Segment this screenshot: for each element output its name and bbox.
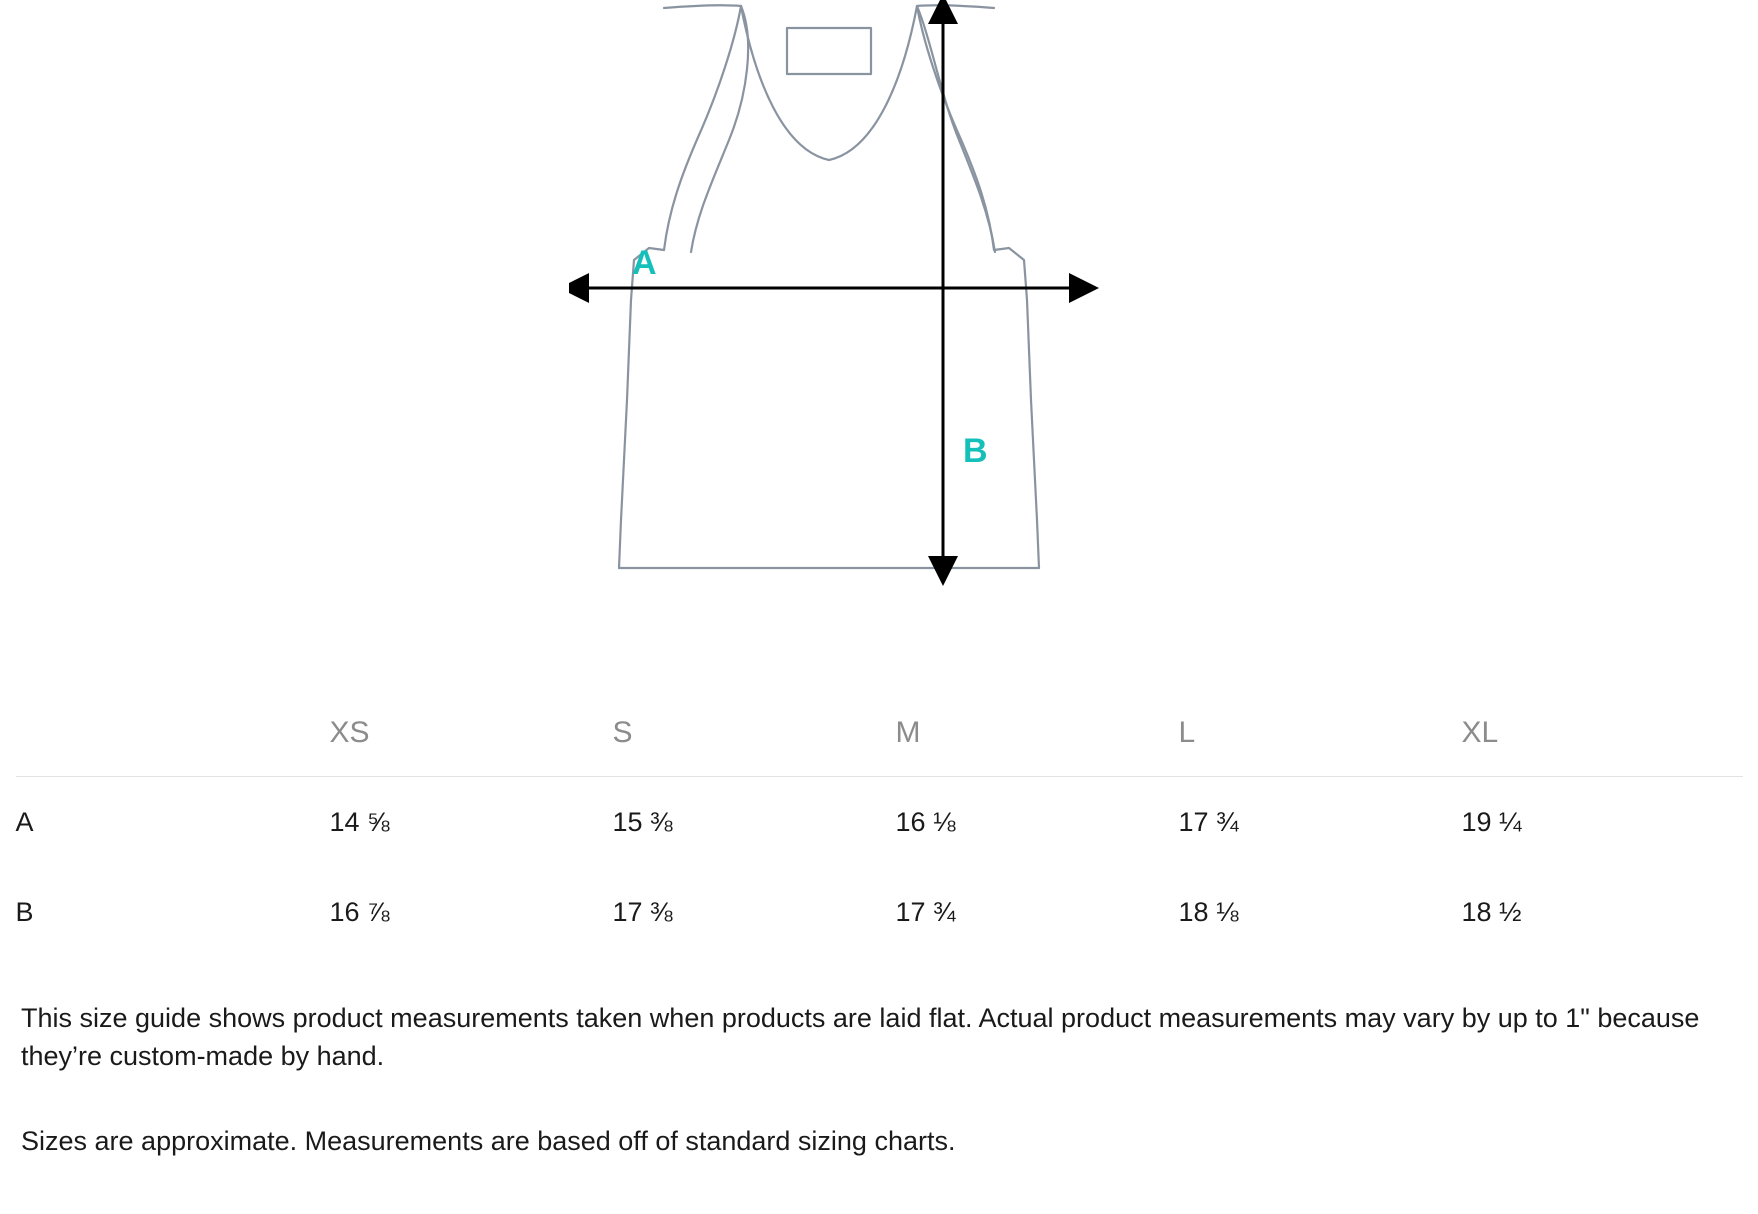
cell-b-s: 17 ⅜	[612, 896, 673, 927]
cell-a-m: 16 ⅛	[895, 806, 956, 837]
header-corner	[16, 690, 328, 777]
tank-top-svg	[569, 0, 1189, 640]
table-row	[16, 867, 1743, 957]
cell-b-l: 18 ⅛	[1178, 896, 1239, 927]
note-sizes-approximate: Sizes are approximate. Measurements are based off of standard sizing charts.	[21, 1125, 956, 1156]
header-size-xl: XL	[1461, 716, 1499, 749]
cell-a-xl: 19 ¼	[1461, 806, 1522, 837]
length-label-b: B	[963, 432, 988, 470]
cell-a-xs: 14 ⅝	[329, 806, 390, 837]
cell-a-s: 15 ⅜	[612, 806, 673, 837]
table-row	[16, 777, 1743, 868]
table-header-row	[16, 690, 1743, 777]
row-label-a: A	[15, 806, 34, 837]
size-chart-body	[16, 777, 1743, 958]
row-label-b: B	[15, 896, 34, 927]
cell-b-xs: 16 ⅞	[329, 896, 390, 927]
size-guide-notes	[21, 957, 1737, 1160]
header-size-xs: XS	[329, 716, 370, 749]
header-size-m: M	[895, 716, 921, 749]
cell-b-m: 17 ¾	[895, 896, 956, 927]
cell-a-l: 17 ¾	[1178, 806, 1239, 837]
size-chart-header	[16, 690, 1743, 777]
size-chart-table	[16, 690, 1743, 957]
width-label-a: A	[632, 244, 657, 282]
header-size-s: S	[612, 716, 633, 749]
note-measurement-disclaimer: This size guide shows product measurements taken when products are laid flat. Actual product measurements may vary by up to 1" because they’re custom-made by hand.	[21, 1003, 1700, 1072]
header-size-l: L	[1178, 716, 1196, 749]
cell-b-xl: 18 ½	[1461, 896, 1522, 927]
